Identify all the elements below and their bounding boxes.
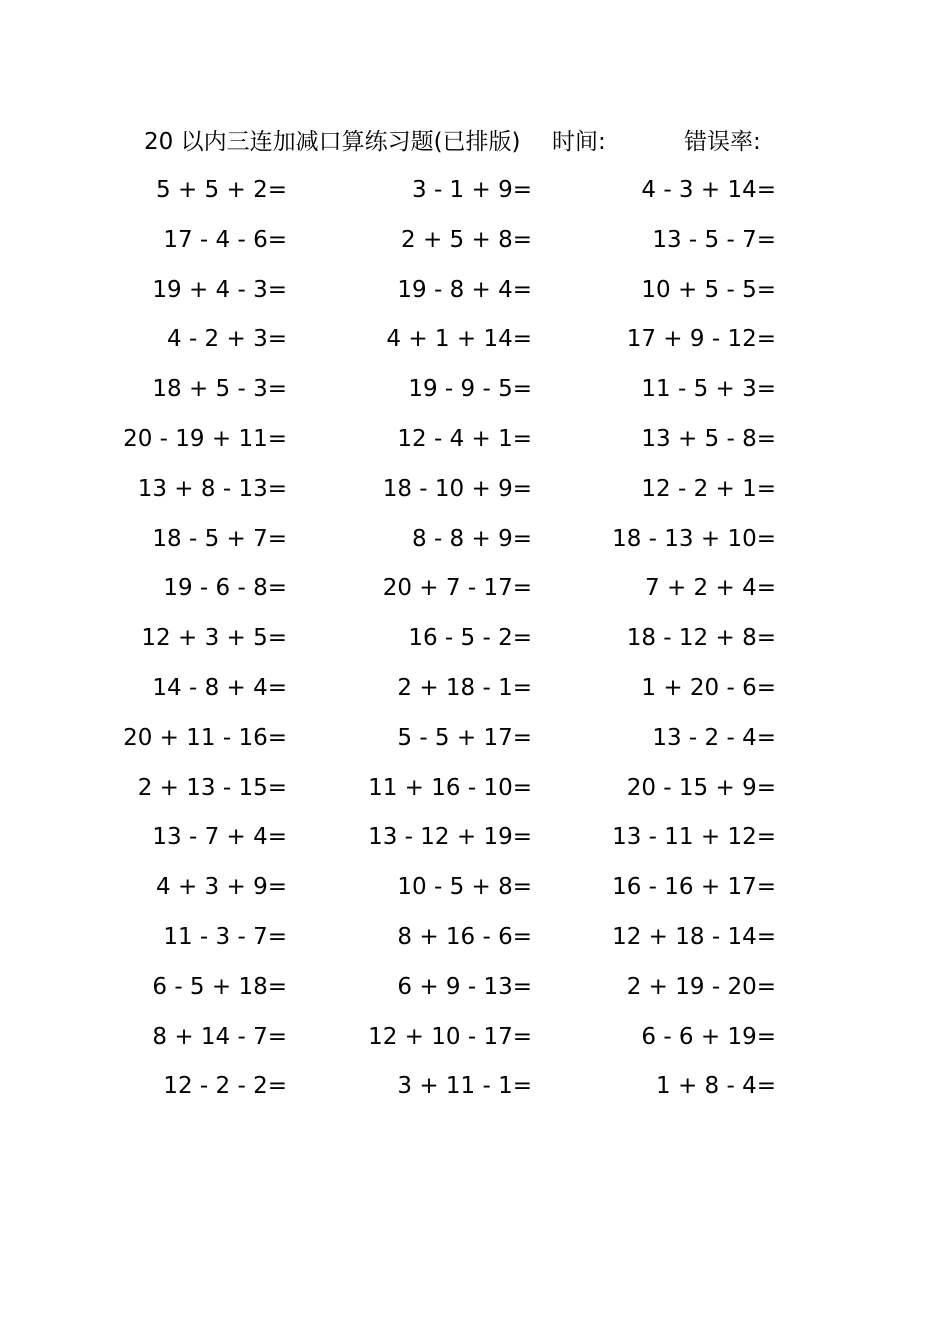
problem-row <box>0 819 950 855</box>
problem-expression: 19 - 8 + 4= <box>397 276 532 303</box>
problem-row <box>0 172 950 208</box>
worksheet-header <box>144 126 804 158</box>
problem-expression: 12 + 10 - 17= <box>368 1023 532 1050</box>
problem-expression: 20 - 15 + 9= <box>626 774 776 801</box>
problem-expression: 13 - 11 + 12= <box>612 824 776 851</box>
problem-expression: 1 + 8 - 4= <box>656 1073 776 1100</box>
problem-expression: 17 - 4 - 6= <box>163 226 287 253</box>
problem-expression: 11 - 3 - 7= <box>163 924 287 950</box>
problem-expression: 18 - 12 + 8= <box>626 625 776 652</box>
problem-expression: 19 - 6 - 8= <box>163 575 287 602</box>
problem-expression: 2 + 19 - 20= <box>626 973 776 1000</box>
problem-expression: 6 - 5 + 18= <box>152 973 287 1000</box>
problem-row <box>0 371 950 407</box>
problem-row <box>0 969 950 1005</box>
problem-expression: 13 + 8 - 13= <box>137 475 287 502</box>
problem-expression: 6 - 6 + 19= <box>641 1023 776 1050</box>
problem-expression: 6 + 9 - 13= <box>397 973 532 1000</box>
problem-expression: 11 + 16 - 10= <box>368 774 532 801</box>
problem-row <box>0 222 950 258</box>
problem-expression: 17 + 9 - 12= <box>626 326 776 353</box>
problem-expression: 3 - 1 + 9= <box>412 177 532 203</box>
problem-row <box>0 919 950 955</box>
problem-expression: 7 + 2 + 4= <box>645 575 776 602</box>
problem-row <box>0 869 950 905</box>
problem-expression: 13 + 5 - 8= <box>641 426 776 452</box>
problem-row <box>0 1068 950 1104</box>
problem-expression: 4 + 3 + 9= <box>156 874 287 901</box>
problem-expression: 2 + 18 - 1= <box>397 675 532 701</box>
problem-row <box>0 471 950 507</box>
problem-expression: 18 - 5 + 7= <box>152 525 287 552</box>
problem-expression: 19 + 4 - 3= <box>152 276 287 303</box>
problem-expression: 10 - 5 + 8= <box>397 874 532 901</box>
problem-row <box>0 272 950 308</box>
problem-row <box>0 421 950 457</box>
problem-expression: 13 - 7 + 4= <box>152 824 287 851</box>
problem-row <box>0 770 950 806</box>
problem-expression: 8 - 8 + 9= <box>412 525 532 552</box>
problem-row <box>0 1019 950 1055</box>
problem-expression: 8 + 14 - 7= <box>152 1023 287 1050</box>
problem-expression: 2 + 5 + 8= <box>401 226 532 253</box>
problem-row <box>0 521 950 557</box>
problem-expression: 3 + 11 - 1= <box>397 1073 532 1100</box>
error-rate-label: 错误率: <box>684 129 761 155</box>
problem-expression: 20 - 19 + 11= <box>123 426 287 452</box>
time-label: 时间: <box>552 129 606 155</box>
problem-expression: 4 + 1 + 14= <box>386 326 532 353</box>
problem-expression: 5 - 5 + 17= <box>397 724 532 751</box>
problem-expression: 13 - 2 - 4= <box>652 724 776 751</box>
problem-expression: 1 + 20 - 6= <box>641 675 776 701</box>
problem-expression: 12 - 2 - 2= <box>163 1073 287 1100</box>
problem-expression: 12 + 3 + 5= <box>141 625 287 652</box>
worksheet-title: 20 以内三连加减口算练习题(已排版) <box>144 129 521 155</box>
problem-expression: 13 - 5 - 7= <box>652 226 776 253</box>
problem-expression: 13 - 12 + 19= <box>368 824 532 851</box>
problem-row <box>0 321 950 357</box>
problem-row <box>0 620 950 656</box>
problem-row <box>0 720 950 756</box>
problem-expression: 19 - 9 - 5= <box>408 376 532 403</box>
problem-expression: 20 + 11 - 16= <box>123 724 287 751</box>
problem-expression: 12 - 4 + 1= <box>397 426 532 452</box>
problem-expression: 2 + 13 - 15= <box>137 774 287 801</box>
problem-expression: 10 + 5 - 5= <box>641 276 776 303</box>
problem-row <box>0 570 950 606</box>
problem-expression: 20 + 7 - 17= <box>382 575 532 602</box>
problem-expression: 18 + 5 - 3= <box>152 376 287 403</box>
problem-expression: 4 - 3 + 14= <box>641 177 776 203</box>
problem-row <box>0 670 950 706</box>
problem-expression: 8 + 16 - 6= <box>397 924 532 950</box>
problem-expression: 4 - 2 + 3= <box>167 326 287 353</box>
problem-expression: 5 + 5 + 2= <box>156 177 287 203</box>
problem-expression: 12 - 2 + 1= <box>641 475 776 502</box>
problem-expression: 14 - 8 + 4= <box>152 675 287 701</box>
problem-expression: 18 - 13 + 10= <box>612 525 776 552</box>
problem-expression: 11 - 5 + 3= <box>641 376 776 403</box>
problem-expression: 18 - 10 + 9= <box>382 475 532 502</box>
problem-expression: 16 - 16 + 17= <box>612 874 776 901</box>
problem-expression: 12 + 18 - 14= <box>612 924 776 950</box>
problem-expression: 16 - 5 - 2= <box>408 625 532 652</box>
